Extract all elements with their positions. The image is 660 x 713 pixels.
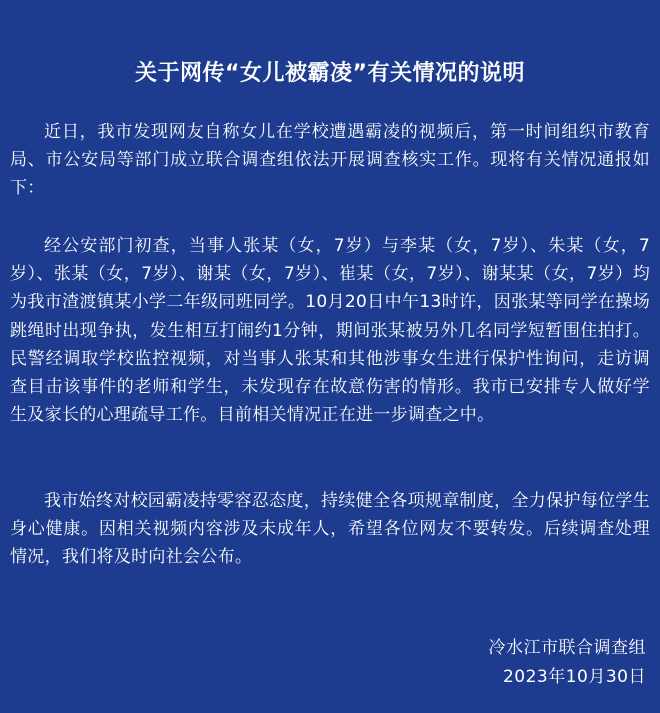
- paragraph-intro: 近日，我市发现网友自称女儿在学校遭遇霸凌的视频后，第一时间组织市教育局、市公安局等部门成立联合调查组依法开展调查核实工作。现将有关情况通报如下：: [10, 122, 650, 199]
- notice-title: 关于网传“女儿被霸凌”有关情况的说明: [135, 61, 525, 86]
- signature-organization: 冷水江市联合调查组: [488, 638, 646, 658]
- paragraph-statement: 我市始终对校园霸凌持零容忍态度，持续健全各项规章制度，全力保护每位学生身心健康。因相关视频内容涉及未成年人，希望各位网友不要转发。后续调查处理情况，我们将及时向社会公布。: [10, 491, 650, 568]
- signature-date: 2023年10月30日: [502, 667, 646, 687]
- paragraph-findings: 经公安部门初查，当事人张某（女，7岁）与李某（女，7岁）、朱某（女，7岁）、张某（女，7岁）、谢某（女，7岁）、崔某（女，7岁）、谢某某（女，7岁）均为我市渣渡镇某小学二年级同班同学。10月20日中午13时许，因张某等同学在操场跳绳时出现争执，发生相互打闹约1分钟，期间张某被另外几名同学短暂围住拍打。民警经调取学校监控视频，对当事人张某和其他涉事女生进行保护性询问，走访调查目击该事件的老师和学生，未发现存在故意伤害的情形。我市已安排专人做好学生及家长的心理疏导工作。目前相关情况正在进一步调查之中。: [10, 236, 650, 426]
